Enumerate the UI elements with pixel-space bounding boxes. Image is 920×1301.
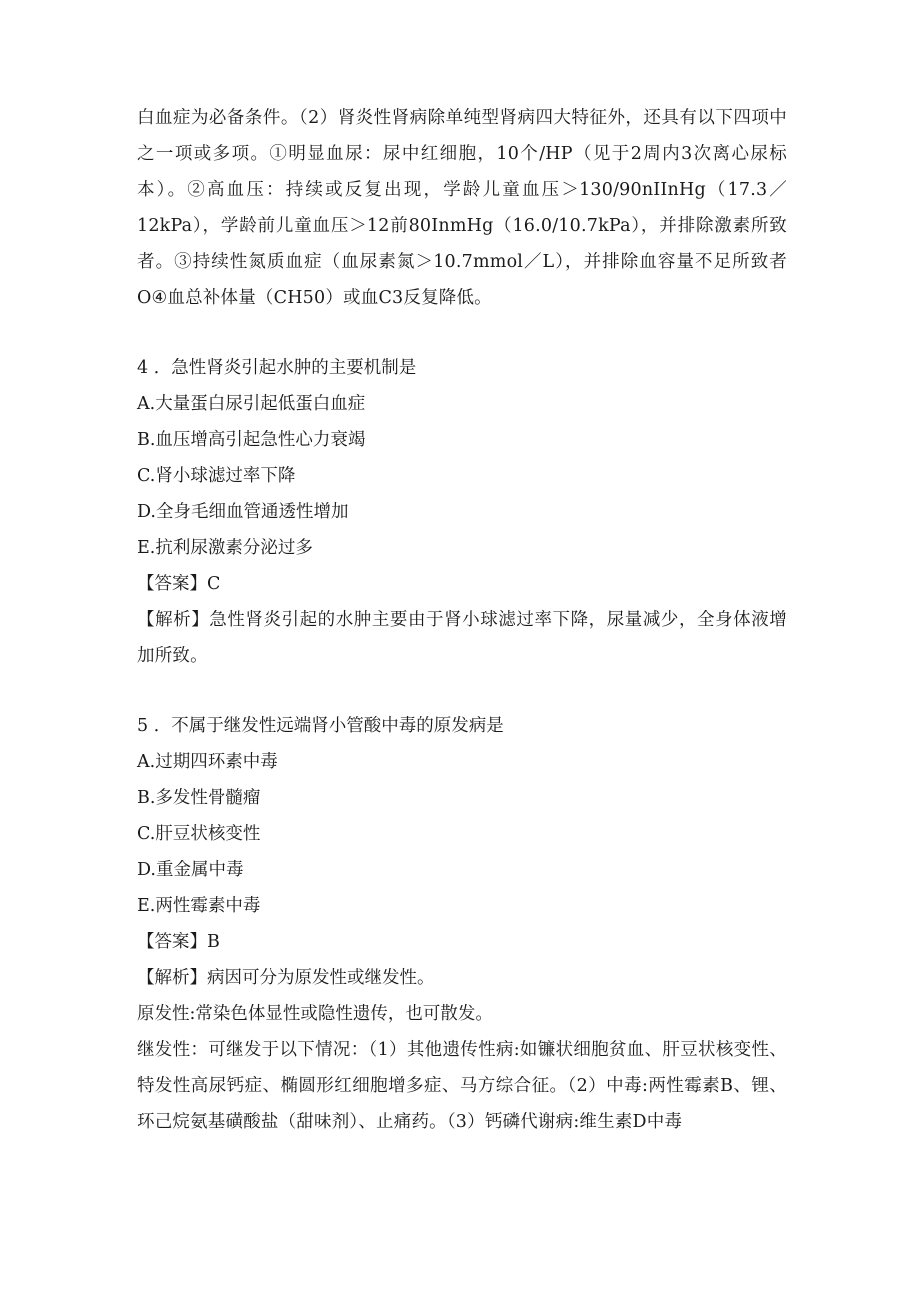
section-gap [137,316,787,350]
section-gap [137,674,787,708]
question-5-secondary-cause: 继发性：可继发于以下情况：（1）其他遗传性病:如镰状细胞贫血、肝豆状核变性、特发性高尿钙症、椭圆形红细胞增多症、马方综合征。（2）中毒:两性霉素B、锂、环己烷氨基磺酸盐（甜味剂）、止痛药。（3）钙磷代谢病:维生素D中毒 [137,1040,787,1132]
question-5-option-b: B.多发性骨髓瘤 [137,788,261,808]
question-5-option-c: C.肝豆状核变性 [137,824,261,844]
question-4-analysis: 【解析】急性肾炎引起的水肿主要由于肾小球滤过率下降，尿量减少，全身体液增加所致。 [137,610,787,666]
question-5-option-a: A.过期四环素中毒 [137,752,278,772]
question-5-answer: 【答案】B [137,932,220,952]
intro-paragraph: 白血症为必备条件。（2）肾炎性肾病除单纯型肾病四大特征外，还具有以下四项中之一项或多项。①明显血尿：尿中红细胞，10个/HP（见于2周内3次离心尿标本）。②高血压：持续或反复出现，学龄儿童血压＞130/90nIInHg（17.3／12kPa），学龄前儿童血压＞12前80InmHg（16.0/10.7kPa），并排除激素所致者。③持续性氮质血症（血尿素氮＞10.7mmol／L），并排除血容量不足所致者O④血总补体量（CH50）或血C3反复降低。 [137,108,787,308]
question-4-stem: 4 ．急性肾炎引起水肿的主要机制是 [137,358,417,378]
question-5-option-d: D.重金属中毒 [137,860,244,880]
question-4-option-b: B.血压增高引起急性心力衰竭 [137,430,366,450]
document-page [137,100,787,1140]
question-4-option-d: D.全身毛细血管通透性增加 [137,502,349,522]
question-4-option-e: E.抗利尿激素分泌过多 [137,538,313,558]
question-4-option-a: A.大量蛋白尿引起低蛋白血症 [137,394,366,414]
question-5-stem: 5 ．不属于继发性远端肾小管酸中毒的原发病是 [137,716,504,736]
question-5 [137,708,787,1140]
question-5-analysis: 【解析】病因可分为原发性或继发性。 [137,968,435,988]
question-5-option-e: E.两性霉素中毒 [137,896,261,916]
question-4 [137,350,787,674]
question-4-option-c: C.肾小球滤过率下降 [137,466,296,486]
question-5-primary-cause: 原发性:常染色体显性或隐性遗传，也可散发。 [137,1004,493,1024]
question-4-answer: 【答案】C [137,574,221,594]
